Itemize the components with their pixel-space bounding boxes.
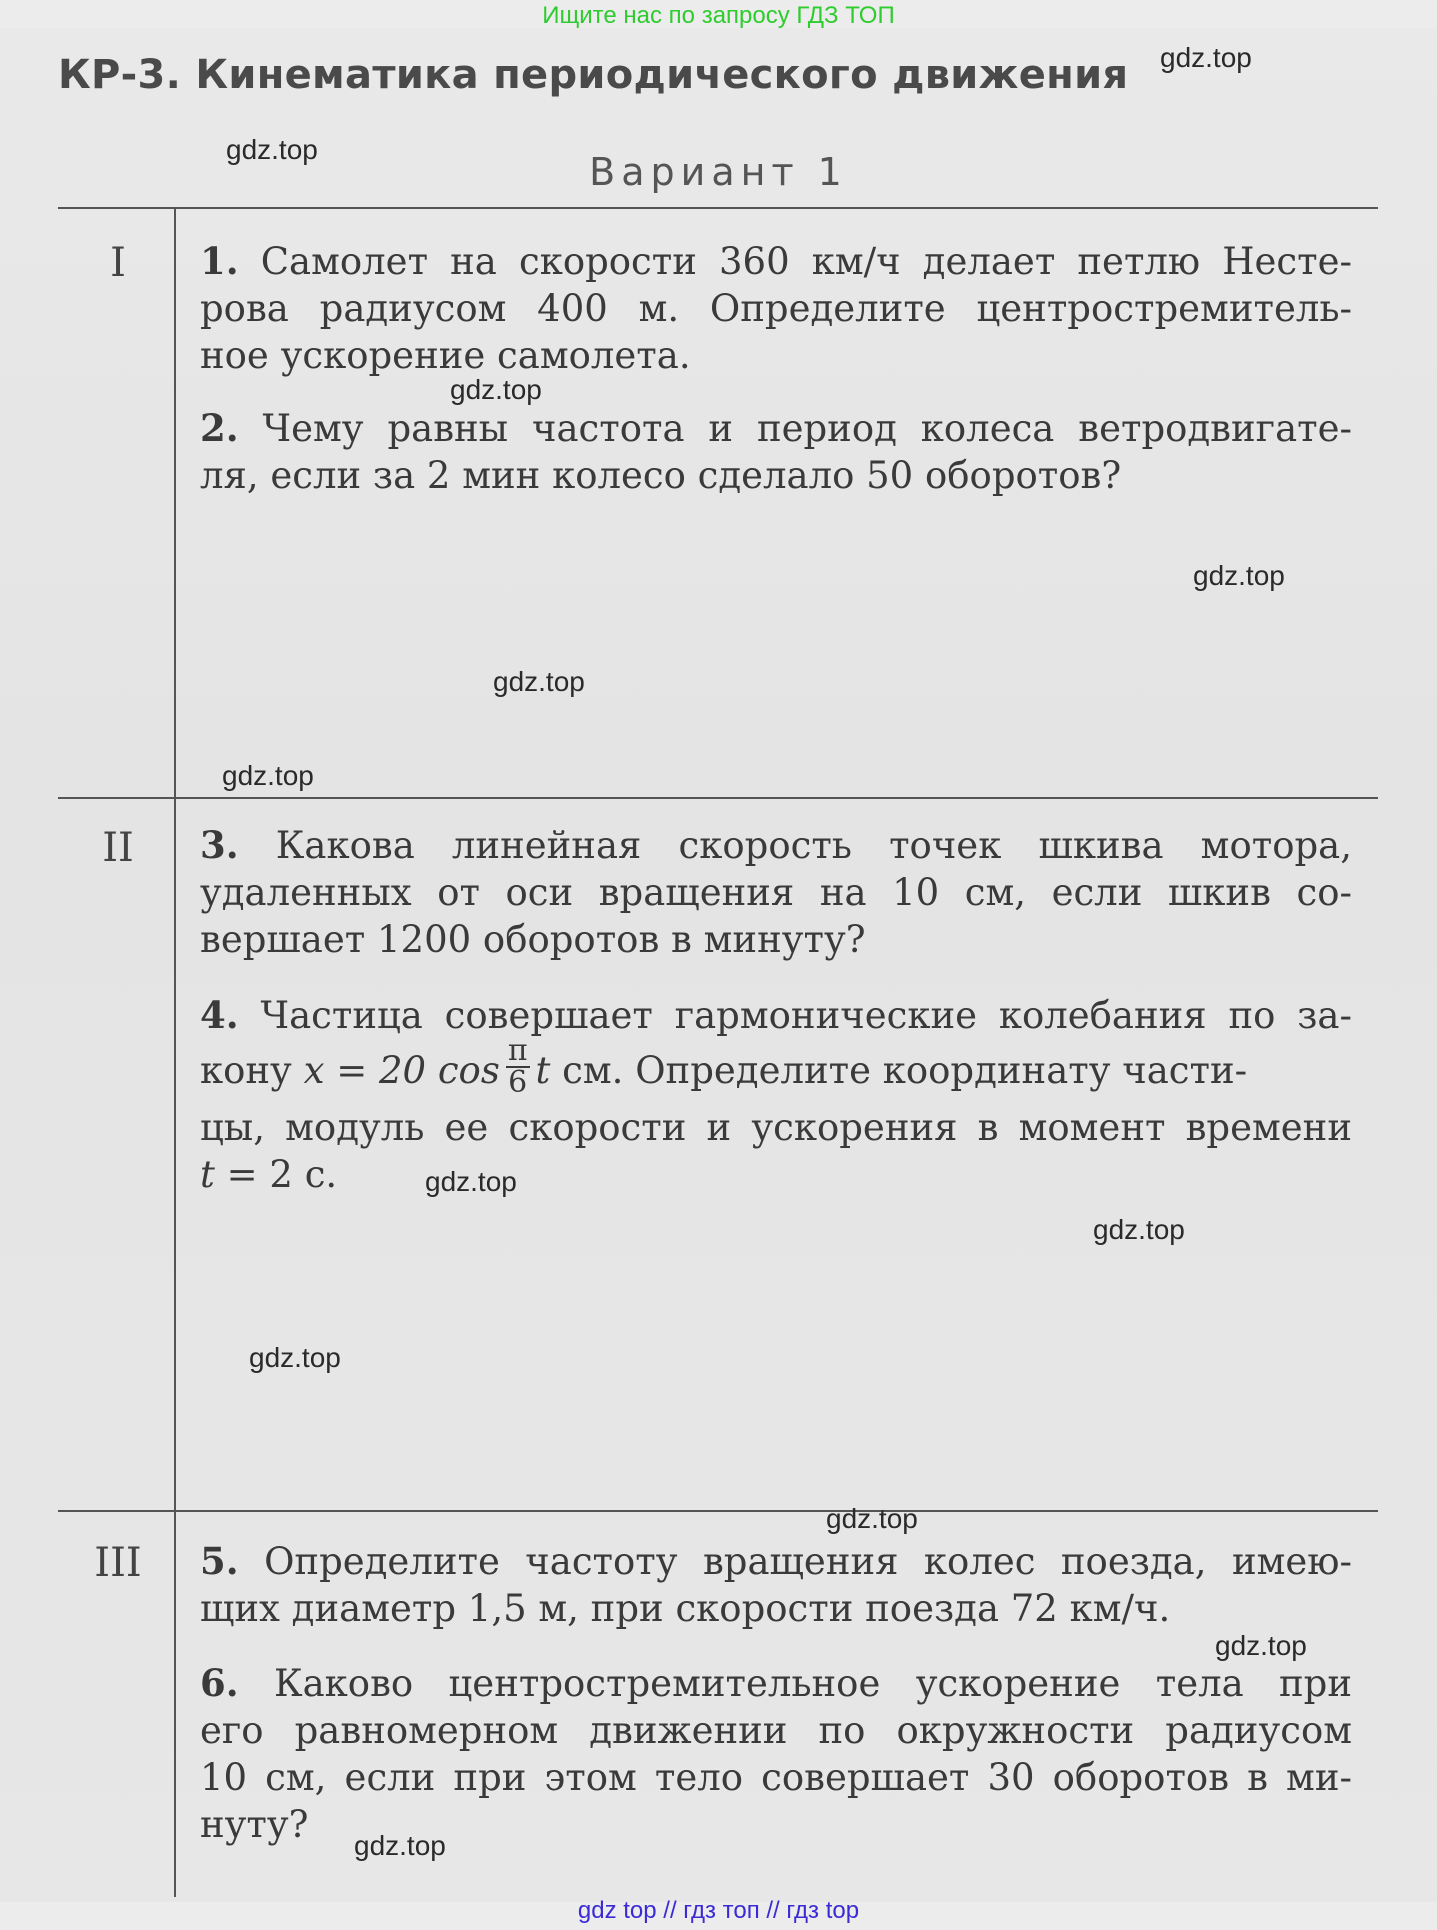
task-line: 6. Каково центростремительное ускорение тела при: [200, 1661, 1352, 1705]
watermark: gdz.top: [826, 1503, 918, 1534]
task-4: [200, 992, 1352, 1198]
task-line: 10 см, если при этом тело совершает 30 оборотов в ми-: [200, 1756, 1352, 1799]
section-number-1: I: [110, 240, 126, 286]
formula-variable: t: [535, 1049, 551, 1092]
task-line: ля, если за 2 мин колесо сделало 50 оборотов?: [200, 454, 1122, 497]
section-divider-2: [58, 1510, 1378, 1512]
watermark: gdz.top: [249, 1342, 341, 1373]
task-5: [200, 1538, 1352, 1632]
watermark: gdz.top: [1193, 560, 1285, 591]
watermark: gdz.top: [425, 1166, 517, 1197]
task-line: его равномерном движении по окружности радиусом: [200, 1709, 1352, 1752]
page-title: КР-3. Кинематика периодического движения: [58, 52, 1129, 98]
task-line: 3. Какова линейная скорость точек шкива мотора,: [200, 823, 1352, 867]
fraction-denominator: 6: [508, 1064, 528, 1100]
variant-label: Вариант 1: [589, 150, 848, 194]
task-number: 2.: [200, 406, 239, 450]
table-top-rule: [58, 207, 1378, 209]
task-number: 6.: [200, 1661, 239, 1705]
task-line: t = 2 с.: [200, 1152, 338, 1196]
task-6: [200, 1660, 1352, 1848]
task-line: 1. Самолет на скорости 360 км/ч делает петлю Несте-: [200, 239, 1352, 283]
formula-fraction: [506, 1032, 530, 1100]
task-number: 3.: [200, 823, 239, 867]
task-line: 4. Частица совершает гармонические колебания по за-: [200, 993, 1352, 1037]
bottom-banner[interactable]: gdz top // гдз топ // гдз top: [577, 1897, 860, 1924]
task-line: вершает 1200 оборотов в минуту?: [200, 918, 866, 961]
task-line: 2. Чему равны частота и период колеса ветродвигате-: [200, 406, 1352, 450]
task-line: цы, модуль ее скорости и ускорения в момент времени: [200, 1105, 1352, 1149]
section-number-2: II: [102, 825, 134, 871]
section-divider-1: [58, 797, 1378, 799]
watermark: gdz.top: [226, 134, 318, 165]
watermark: gdz.top: [354, 1830, 446, 1861]
task-2: [200, 405, 1352, 499]
formula-variable: t: [200, 1152, 215, 1196]
table-column-rule: [174, 207, 176, 1897]
watermark: gdz.top: [1093, 1214, 1185, 1245]
task-1: [200, 238, 1352, 379]
task-line: кону x = 20 cos $\frac{\pi}{6}$ t см. Определите координату части-: [200, 1032, 1248, 1100]
watermark: gdz.top: [493, 666, 585, 697]
formula-lhs: x = 20 cos: [303, 1049, 500, 1092]
watermark: gdz.top: [1160, 42, 1252, 73]
top-banner[interactable]: Ищите нас по запросу ГДЗ ТОП: [542, 2, 895, 29]
section-number-3: III: [94, 1540, 142, 1586]
task-number: 5.: [200, 1539, 239, 1583]
watermark: gdz.top: [1215, 1630, 1307, 1661]
fraction-numerator: π: [507, 1032, 528, 1068]
task-line: нуту?: [200, 1803, 309, 1846]
task-line: 5. Определите частоту вращения колес поезда, имею-: [200, 1539, 1352, 1583]
task-3: [200, 822, 1352, 963]
task-line: рова радиусом 400 м. Определите центростремитель-: [200, 287, 1352, 330]
watermark: gdz.top: [450, 374, 542, 405]
task-line: щих диаметр 1,5 м, при скорости поезда 72 км/ч.: [200, 1587, 1171, 1630]
task-number: 1.: [200, 239, 239, 283]
task-line: удаленных от оси вращения на 10 см, если шкив со-: [200, 871, 1352, 914]
task-line: ное ускорение самолета.: [200, 334, 691, 377]
task-number: 4.: [200, 993, 239, 1037]
watermark: gdz.top: [222, 760, 314, 791]
